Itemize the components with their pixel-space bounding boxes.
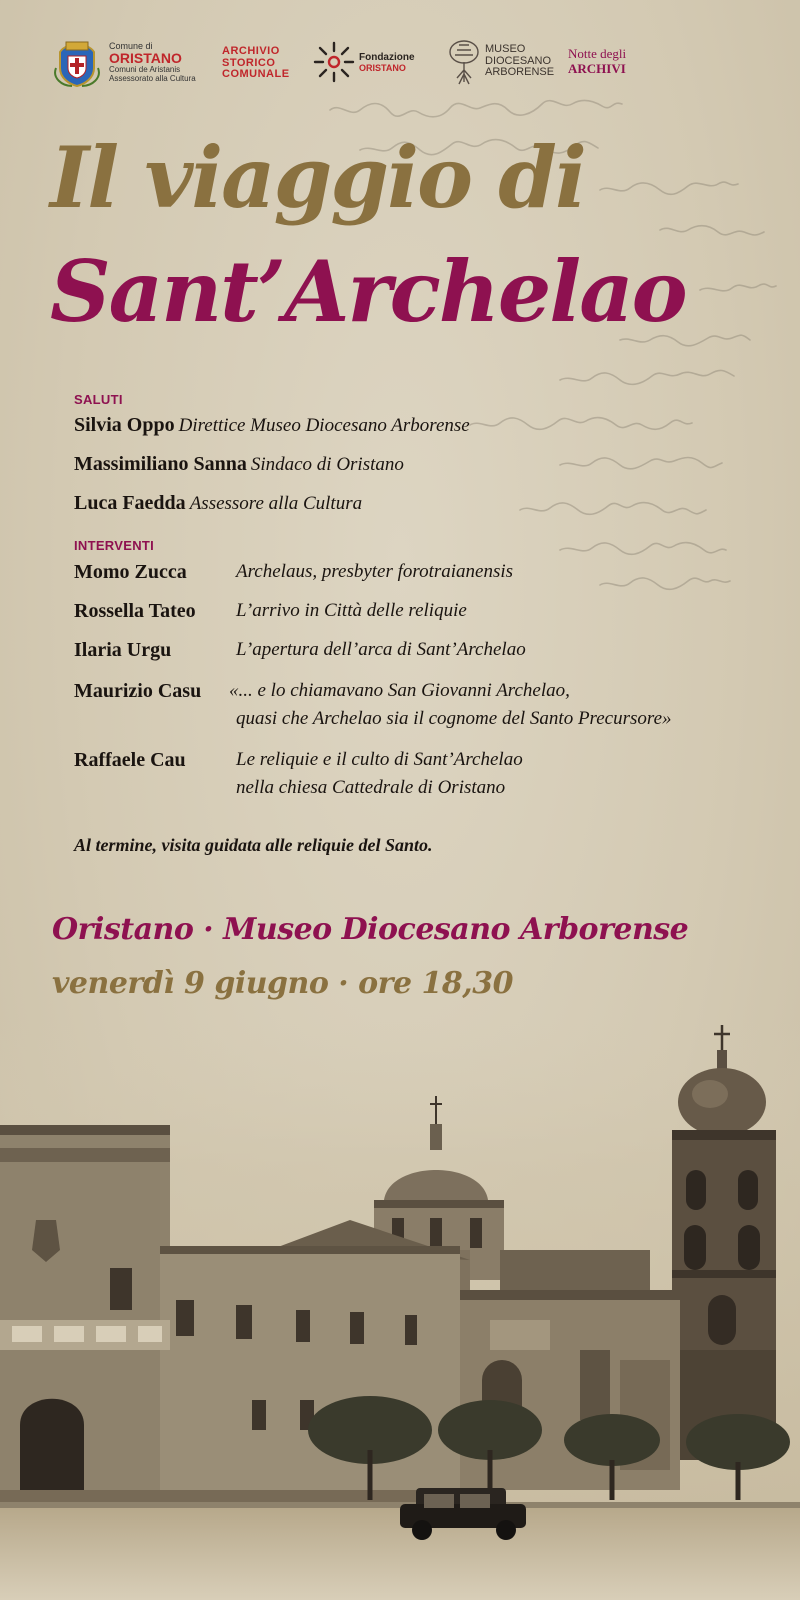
- closing-note: Al termine, visita guidata alle reliquie del Santo.: [74, 835, 433, 855]
- interventi-label: INTERVENTI: [74, 538, 155, 553]
- talk-title: L’apertura dell’arca di Sant’Archelao: [236, 639, 526, 660]
- saluti-label: SALUTI: [74, 392, 123, 407]
- talk-title: «... e lo chiamavano San Giovanni Archelao,: [229, 680, 570, 701]
- speaker-role: Sindaco di Oristano: [250, 454, 404, 475]
- museo-line1: MUSEO: [485, 43, 526, 55]
- speaker-name: Rossella Tateo: [74, 600, 196, 622]
- fondazione-line2: ORISTANO: [359, 62, 406, 73]
- coat-of-arms-icon: [52, 38, 102, 88]
- museo-line3: ARBORENSE: [485, 66, 555, 79]
- notte-line1: Notte degli: [568, 46, 627, 61]
- cathedral-photo: [0, 1020, 800, 1600]
- notte-line2: ARCHIVI: [568, 60, 626, 76]
- comune-line3: Comuni de Aristanis: [109, 65, 181, 75]
- comune-line4: Assessorato alla Cultura: [109, 73, 196, 83]
- museo-logo: [447, 38, 557, 86]
- talk-title: Archelaus, presbyter forotraianensis: [236, 561, 514, 582]
- speaker-name: Luca Faedda: [74, 492, 186, 514]
- speaker-role: Assessore alla Cultura: [189, 493, 363, 514]
- talk-title-continued: nella chiesa Cattedrale di Oristano: [236, 777, 506, 798]
- archivio-line2: STORICO: [222, 56, 276, 69]
- title-line2: Sant’Archelao: [50, 242, 686, 341]
- speaker-name: Massimiliano Sanna: [74, 453, 247, 475]
- speaker-name: Ilaria Urgu: [74, 639, 172, 661]
- saluti-item: [74, 492, 362, 515]
- star-emblem-icon: [312, 40, 356, 84]
- talk-title: Le reliquie e il culto di Sant’Archelao: [236, 749, 523, 770]
- speaker-name: Silvia Oppo: [74, 414, 175, 436]
- bell-tower: [672, 1025, 776, 1460]
- notte-archivi-logo: [568, 47, 626, 77]
- fondazione-line1: Fondazione: [359, 52, 415, 63]
- comune-line1: Comune di: [109, 41, 153, 51]
- tree-emblem-icon: [447, 38, 481, 86]
- comune-logo: [52, 38, 196, 88]
- fondazione-logo: [312, 40, 432, 84]
- saluti-item: [74, 414, 470, 437]
- archivio-line1: ARCHIVIO: [222, 45, 280, 57]
- speaker-name: Momo Zucca: [74, 561, 187, 583]
- speaker-name: Maurizio Casu: [74, 680, 202, 702]
- venue-date: venerdì 9 giugno · ore 18,30: [52, 966, 513, 1001]
- title-line1: Il viaggio di: [50, 128, 585, 227]
- comune-line2: ORISTANO: [109, 50, 182, 67]
- venue-place: Oristano · Museo Diocesano Arborense: [52, 912, 689, 947]
- speaker-role: Direttice Museo Diocesano Arborense: [178, 415, 470, 436]
- talk-title: L’arrivo in Città delle reliquie: [236, 600, 467, 621]
- archivio-line3: COMUNALE: [222, 68, 290, 81]
- talk-title-continued: quasi che Archelao sia il cognome del Santo Precursore»: [236, 708, 672, 729]
- speaker-name: Raffaele Cau: [74, 749, 186, 771]
- saluti-item: [74, 453, 404, 476]
- museo-line2: DIOCESANO: [485, 54, 552, 67]
- archivio-logo: [222, 46, 302, 81]
